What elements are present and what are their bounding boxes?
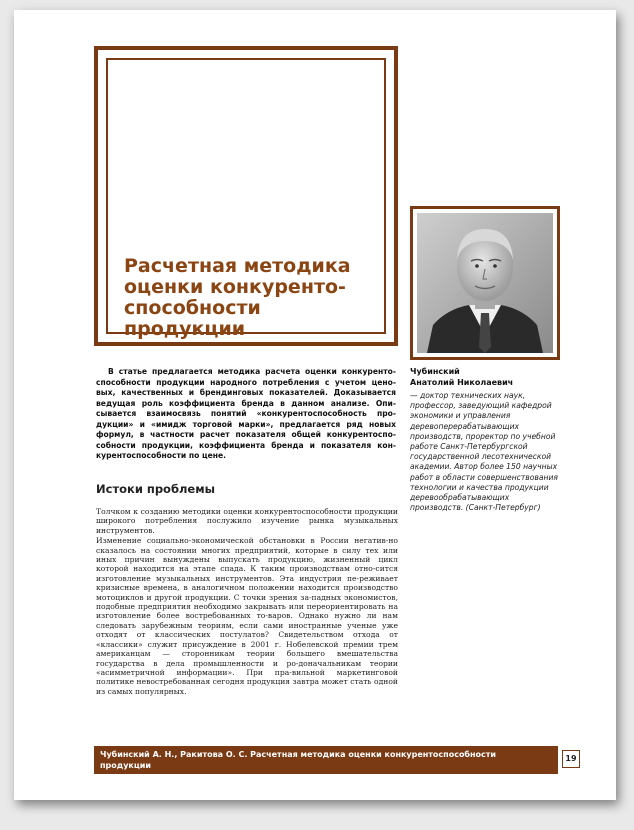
title-line: Расчетная методика — [124, 255, 351, 277]
article-body — [96, 507, 398, 696]
title-line: продукции — [124, 318, 246, 340]
author-given-names: Анатолий Николаевич — [410, 377, 514, 387]
page — [14, 10, 616, 800]
footer-citation: Чубинский А. Н., Ракитова О. С. Расчетная методика оценки конкурентоспособности продукции — [100, 750, 497, 770]
title-line: способности — [124, 297, 261, 319]
title-frame — [94, 46, 398, 346]
author-portrait-image — [417, 213, 553, 353]
title-line: оценки конкуренто- — [124, 276, 346, 298]
page-number: 19 — [562, 750, 580, 768]
title-inner-frame — [106, 58, 386, 340]
author-bio: — доктор технических наук, профессор, заведующий кафедрой экономики и управления деревоперерабатывающих производств, проректор по учебной работе Санкт-Петербургской государственной лесотехнической академии. Автор более 150 научных работ в области совершенствования технологии и качества продукции деревообрабатывающих производств. (Санкт-Петербург) — [410, 391, 559, 513]
author-photo-frame — [410, 206, 560, 360]
author-name — [410, 367, 560, 388]
author-photo — [417, 213, 553, 353]
article-title — [124, 256, 384, 340]
author-surname: Чубинский — [410, 367, 460, 376]
body-paragraph: Изменение социально-экономической обстановки в России негатив-но сказалось на состоянии многих предприятий, которые в силу тех или иных причин вынуждены выпускать продукцию, жизненный цикл которой находится на этапе спада. К таким производствам отно-сится изготовление музыкальных инструментов. Эта индустрия пе-реживает кризисные времена, в аналогичном положении находится производство мотоциклов и другой продукции. С точки зрения за-падных экономистов, подобные предприятия необходимо закрывать или переориентировать на изготовление более востребованных то-варов. Однако нужно ли нам следовать зарубежным теориям, если сами иностранные ученые уже отходят от классических постулатов? Свидетельством отхода от «классики» служит присуждение в 2001 г. Нобелевской премии трем американцам — сторонникам теории большего вмешательства государства в дела промышленности и ро-доначальникам теории «асимметричной информации». При пра-вильной маркетинговой политике невостребованная сегодня продукция завтра может стать одной из самых популярных. — [96, 536, 398, 696]
footer-bar — [94, 746, 558, 774]
article-abstract: В статье предлагается методика расчета оценки конкуренто-способности продукции народного потребления с учетом цено-вых, качественных и брендинговых показателей. Доказывается ведущая роль коэффициента бренда в данном анализе. Опи-сывается взаимосвязь понятий «конкурентоспособность про-дукции» и «имидж торговой марки», предлагается ряд новых формул, в частности расчет показателя общей конкурентоспо-собности продукции, коэффициента бренда и показателя кон-курентоспособности по цене. — [96, 367, 396, 460]
body-paragraph: Толчком к созданию методики оценки конкурентоспособности продукции широкого потребления послужило изучение рынка музыкальных инструментов. — [96, 507, 398, 535]
section-heading: Истоки проблемы — [96, 482, 216, 496]
